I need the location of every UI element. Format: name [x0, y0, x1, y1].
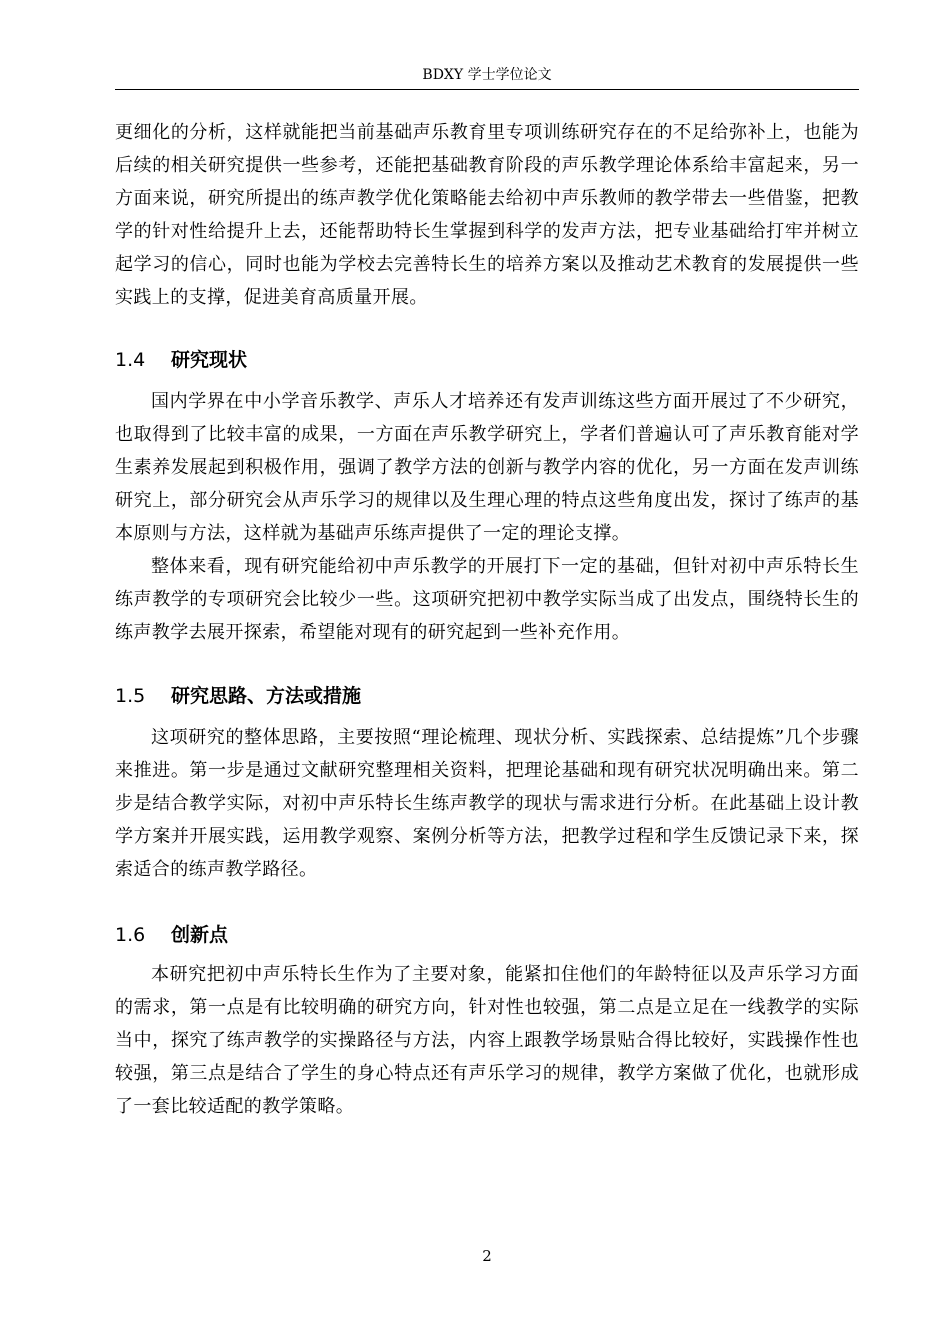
header-rule	[115, 89, 859, 90]
paragraph: 本研究把初中声乐特长生作为了主要对象，能紧扣住他们的年龄特征以及声乐学习方面的需求，第一点是有比较明确的研究方向，针对性也较强，第二点是立足在一线教学的实际当中，探究了练声教学的实操路径与方法，内容上跟教学场景贴合得比较好，实践操作性也较强，第三点是结合了学生的身心特点还有声乐学习的规律，教学方案做了优化，也就形成了一套比较适配的教学策略。	[115, 964, 859, 1117]
paragraph: 这项研究的整体思路，主要按照“理论梳理、现状分析、实践探索、总结提炼”几个步骤来推进。第一步是通过文献研究整理相关资料，把理论基础和现有研究状况明确出来。第二步是结合教学实际，对初中声乐特长生练声教学的现状与需求进行分析。在此基础上设计教学方案并开展实践，运用教学观察、案例分析等方法，把教学过程和学生反馈记录下来，探索适合的练声教学路径。	[115, 727, 859, 880]
section-heading-1-6	[115, 922, 859, 948]
section-title: 研究现状	[171, 349, 248, 371]
section-heading-1-5	[115, 683, 859, 709]
paragraph: 整体来看，现有研究能给初中声乐教学的开展打下一定的基础，但针对初中声乐特长生练声教学的专项研究会比较少一些。这项研究把初中教学实际当成了出发点，围绕特长生的练声教学去展开探索，希望能对现有的研究起到一些补充作用。	[115, 556, 859, 643]
section-title: 创新点	[171, 924, 229, 946]
section-number: 1.5	[115, 685, 146, 707]
section-title: 研究思路、方法或措施	[171, 685, 362, 707]
page-number: 2	[482, 1247, 492, 1265]
paragraph: 国内学界在中小学音乐教学、声乐人才培养还有发声训练这些方面开展过了不少研究，也取得到了比较丰富的成果，一方面在声乐教学研究上，学者们普遍认可了声乐教育能对学生素养发展起到积极作用，强调了教学方法的创新与教学内容的优化，另一方面在发声训练研究上，部分研究会从声乐学习的规律以及生理心理的特点这些角度出发，探讨了练声的基本原则与方法，这样就为基础声乐练声提供了一定的理论支撑。	[115, 391, 859, 544]
continued-paragraph: 更细化的分析，这样就能把当前基础声乐教育里专项训练研究存在的不足给弥补上，也能为后续的相关研究提供一些参考，还能把基础教育阶段的声乐教学理论体系给丰富起来，另一方面来说，研究所提出的练声教学优化策略能去给初中声乐教师的教学带去一些借鉴，把教学的针对性给提升上去，还能帮助特长生掌握到科学的发声方法，把专业基础给打牢并树立起学习的信心，同时也能为学校去完善特长生的培养方案以及推动艺术教育的发展提供一些实践上的支撑，促进美育高质量开展。	[115, 122, 859, 308]
section-number: 1.4	[115, 349, 146, 371]
section-heading-1-4	[115, 347, 859, 373]
section-number: 1.6	[115, 924, 146, 946]
running-header: BDXY 学士学位论文	[422, 67, 552, 83]
